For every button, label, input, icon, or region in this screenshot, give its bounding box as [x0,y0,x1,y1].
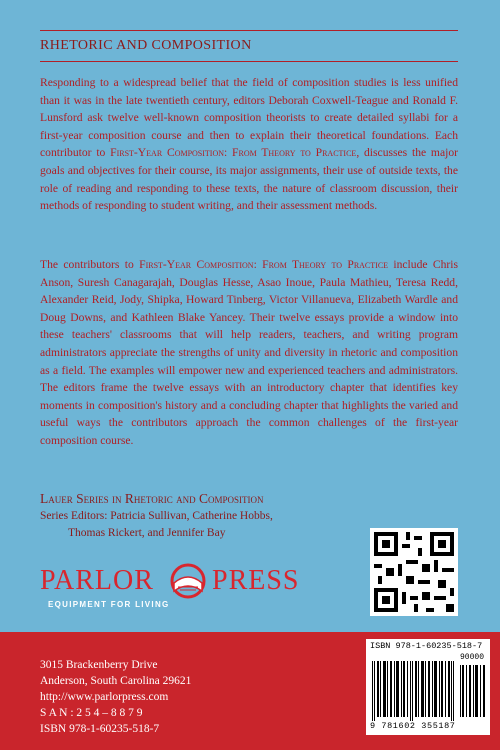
top-rule [40,30,458,31]
san-number: S A N : 2 5 4 – 8 8 7 9 [40,707,143,719]
para2-text-after: include Chris Anson, Suresh Canagarajah, Douglas Hesse, Asao Inoue, Paula Mathieu, Teresa Redd, Alexander Reid, Jody, Shipka, Howard Tinberg, Victor Villanueva, Elizabeth Wardle and Doug Downs, and Kathleen Blake Yancey. Their twelve essays provide a window into these teachers' classrooms that will help readers, teachers, and writing program administrators appreciate the strengths of unity and diversity in rhetoric and composition as a field. The examples will empower new and experienced teachers and administrators. The editors frame the twelve essays with an introductory chapter that identifies key moments in composition's history and a concluding chapter that highlights the varied and useful ways the contributors approach the common challenges of the first-year composition course. [40,258,458,447]
logo-word-press: PRESS [212,565,300,596]
category-heading: RHETORIC AND COMPOSITION [40,38,252,53]
press-emblem-icon [166,561,210,601]
para2-text-before: The contributors to [40,258,140,271]
barcode-isbn-text: ISBN 978-1-60235-518-7 [370,641,483,651]
website-url: http://www.parlorpress.com [40,691,169,703]
series-editors-line-2: Thomas Rickert, and Jennifer Bay [68,526,226,539]
barcode-ean-digits: 9 781602 355187 [370,721,456,731]
logo-word-parlor: PARLOR [40,565,154,596]
parlor-press-logo [40,565,340,625]
ean-barcode-bars [372,661,456,721]
address-line-2: Anderson, South Carolina 29621 [40,675,192,687]
isbn-barcode [366,639,490,735]
addon-barcode-bars [460,665,486,717]
description-paragraph-1 [40,74,458,215]
address-line-1: 3015 Brackenberry Drive [40,659,158,671]
para1-book-title: First-Year Composition: From Theory to Practice [110,146,357,160]
publisher-contact [40,657,191,737]
qr-code-icon [370,528,458,616]
barcode-price-code: 90000 [459,653,484,662]
para1-text-before: Responding to a widespread belief that the field of composition studies is less unified than it was in the late twentieth century, editors Deborah Coxwell-Teague and Ronald F. Lunsford ask twelve well-known composition theorists to create detailed syllabi for a first-year composition course and then to explain their theoretical foundations. Each contributor to [40,76,458,160]
para1-text-after: , discusses the major goals and objectives for their course, its major assignments, their use of outside texts, the role of reading and responding to these texts, the nature of classroom discussion, their methods of responding to student writing, and their assessment methods. [40,146,458,213]
series-editors [40,508,360,541]
qr-code [370,528,458,616]
description-paragraph-2 [40,256,458,450]
para2-book-title: First-Year Composition: From Theory to Practice [139,258,389,271]
isbn-number: ISBN 978-1-60235-518-7 [40,723,160,735]
series-title: Lauer Series in Rhetoric and Composition [40,491,264,506]
series-editors-line-1: Series Editors: Patricia Sullivan, Catherine Hobbs, [40,510,273,522]
heading-rule [40,61,458,62]
logo-tagline: EQUIPMENT FOR LIVING [48,600,170,609]
